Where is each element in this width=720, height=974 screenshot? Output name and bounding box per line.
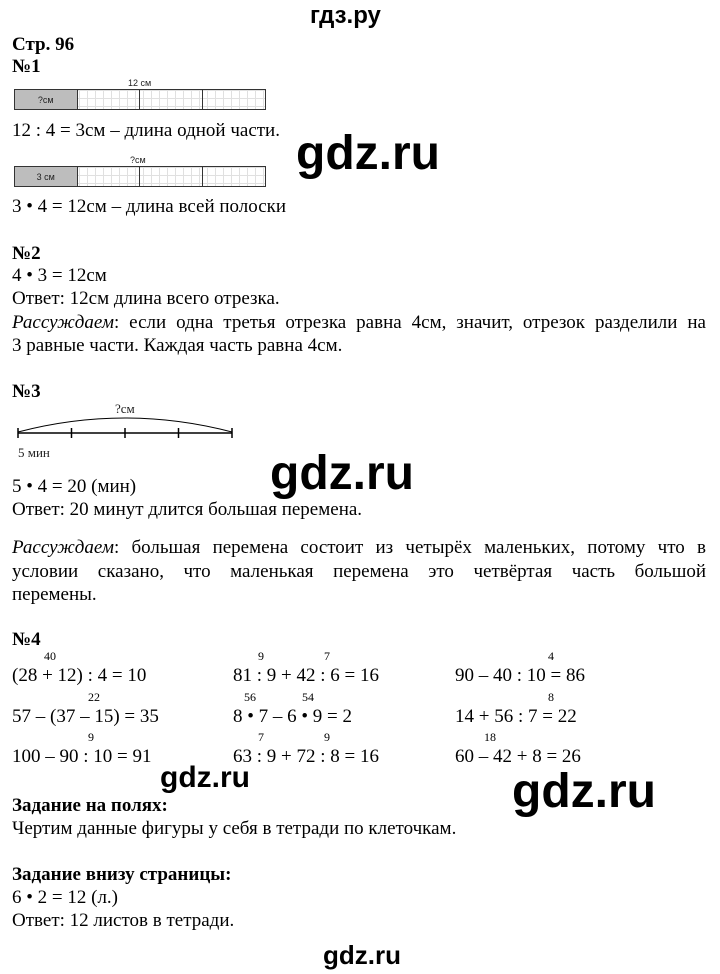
task4-col2-row3: 63 : 9 + 72 : 8 = 16 — [233, 746, 379, 767]
task4-col3-row2: 14 + 56 : 7 = 22 — [455, 706, 577, 727]
task4-col1-row2: 57 – (37 – 15) = 35 — [12, 706, 159, 727]
task1-diagram1-part-label: ?см — [37, 94, 54, 105]
page-reference: Стр. 96 — [12, 34, 75, 55]
margin-task-text: Чертим данные фигуры у себя в тетради по клеточкам. — [12, 818, 457, 839]
task2-title: №2 — [12, 243, 41, 264]
reasoning-label: Рассуждаем — [12, 312, 114, 333]
site-header: гдз.ру — [310, 2, 381, 29]
bottom-task-title: Задание внизу страницы: — [12, 864, 232, 885]
task4-col2-row2: 8 • 7 – 6 • 9 = 2 — [233, 706, 353, 727]
task4-col3-row3-sup: 18 — [484, 730, 496, 744]
task1-title: №1 — [12, 56, 41, 77]
task3-arc-label: ?см — [115, 401, 135, 416]
watermark: gdz.ru — [296, 127, 440, 180]
task4-col1-row3: 100 – 90 : 10 = 91 — [12, 746, 152, 767]
task3-reasoning-line1 — [12, 537, 706, 559]
task3-reasoning-line3: перемены. — [12, 584, 97, 605]
task4-col3-row1: 90 – 40 : 10 = 86 — [455, 665, 585, 686]
task4-col2-row1: 81 : 9 + 42 : 6 = 16 — [233, 665, 379, 686]
task1-line2: 3 • 4 = 12см – длина всей полоски — [12, 196, 287, 217]
task2-reasoning-line1 — [12, 312, 706, 334]
task3-title: №3 — [12, 381, 41, 402]
task4-col2-row1-sup: 7 — [324, 649, 330, 663]
footer-watermark: gdz.ru — [323, 940, 401, 970]
task4-col2-row1-sup: 9 — [258, 649, 264, 663]
reasoning-text: : если одна третья отрезка равна 4см, значит, отрезок разделили на — [113, 312, 706, 333]
task3-line2: Ответ: 20 минут длится большая перемена. — [12, 499, 363, 520]
task4-col3-row3: 60 – 42 + 8 = 26 — [455, 746, 581, 767]
task2-line1: 4 • 3 = 12см — [12, 265, 107, 286]
task3-segment-diagram — [10, 398, 250, 460]
watermark: gdz.ru — [512, 765, 656, 818]
task4-col2-row2-sup: 56 — [244, 690, 256, 704]
task4-title: №4 — [12, 629, 41, 650]
task1-line1: 12 : 4 = 3см – длина одной части. — [12, 120, 280, 141]
task4-col3-row2-sup: 8 — [548, 690, 554, 704]
task2-reasoning-line2: 3 равные части. Каждая часть равна 4см. — [12, 335, 343, 356]
margin-task-title: Задание на полях: — [12, 795, 168, 816]
task3-line1: 5 • 4 = 20 (мин) — [12, 476, 137, 497]
bottom-task-line2: Ответ: 12 листов в тетради. — [12, 910, 235, 931]
task4-col1-row2-sup: 22 — [88, 690, 100, 704]
task1-diagram1-top-label: 12 см — [128, 78, 152, 88]
task3-segment-label: 5 мин — [18, 445, 50, 460]
task4-col3-row1-sup: 4 — [548, 649, 554, 663]
task4-col2-row3-sup: 9 — [324, 730, 330, 744]
task4-col1-row1: (28 + 12) : 4 = 10 — [12, 665, 147, 686]
task2-line2: Ответ: 12см длина всего отрезка. — [12, 288, 280, 309]
task1-diagram2-strip — [14, 166, 266, 187]
task1-diagram1-strip — [14, 89, 266, 110]
task1-diagram1-part — [15, 90, 78, 109]
watermark: gdz.ru — [270, 447, 414, 500]
task4-col2-row3-sup: 7 — [258, 730, 264, 744]
reasoning-label: Рассуждаем — [12, 537, 114, 558]
watermark: gdz.ru — [160, 761, 250, 794]
task1-diagram2-top-label: ?см — [130, 155, 146, 165]
task1-diagram2-part-label: 3 см — [36, 171, 55, 182]
bottom-task-line1: 6 • 2 = 12 (л.) — [12, 887, 119, 908]
task1-diagram2-part — [15, 167, 78, 186]
task3-reasoning-line2: условии сказано, что маленькая перемена это четвёртая часть большой — [12, 561, 706, 582]
task4-col1-row3-sup: 9 — [88, 730, 94, 744]
reasoning-text: : большая перемена состоит из четырёх маленьких, потому что в — [113, 537, 706, 558]
task4-col1-row1-sup: 40 — [44, 649, 56, 663]
task4-col2-row2-sup: 54 — [302, 690, 314, 704]
